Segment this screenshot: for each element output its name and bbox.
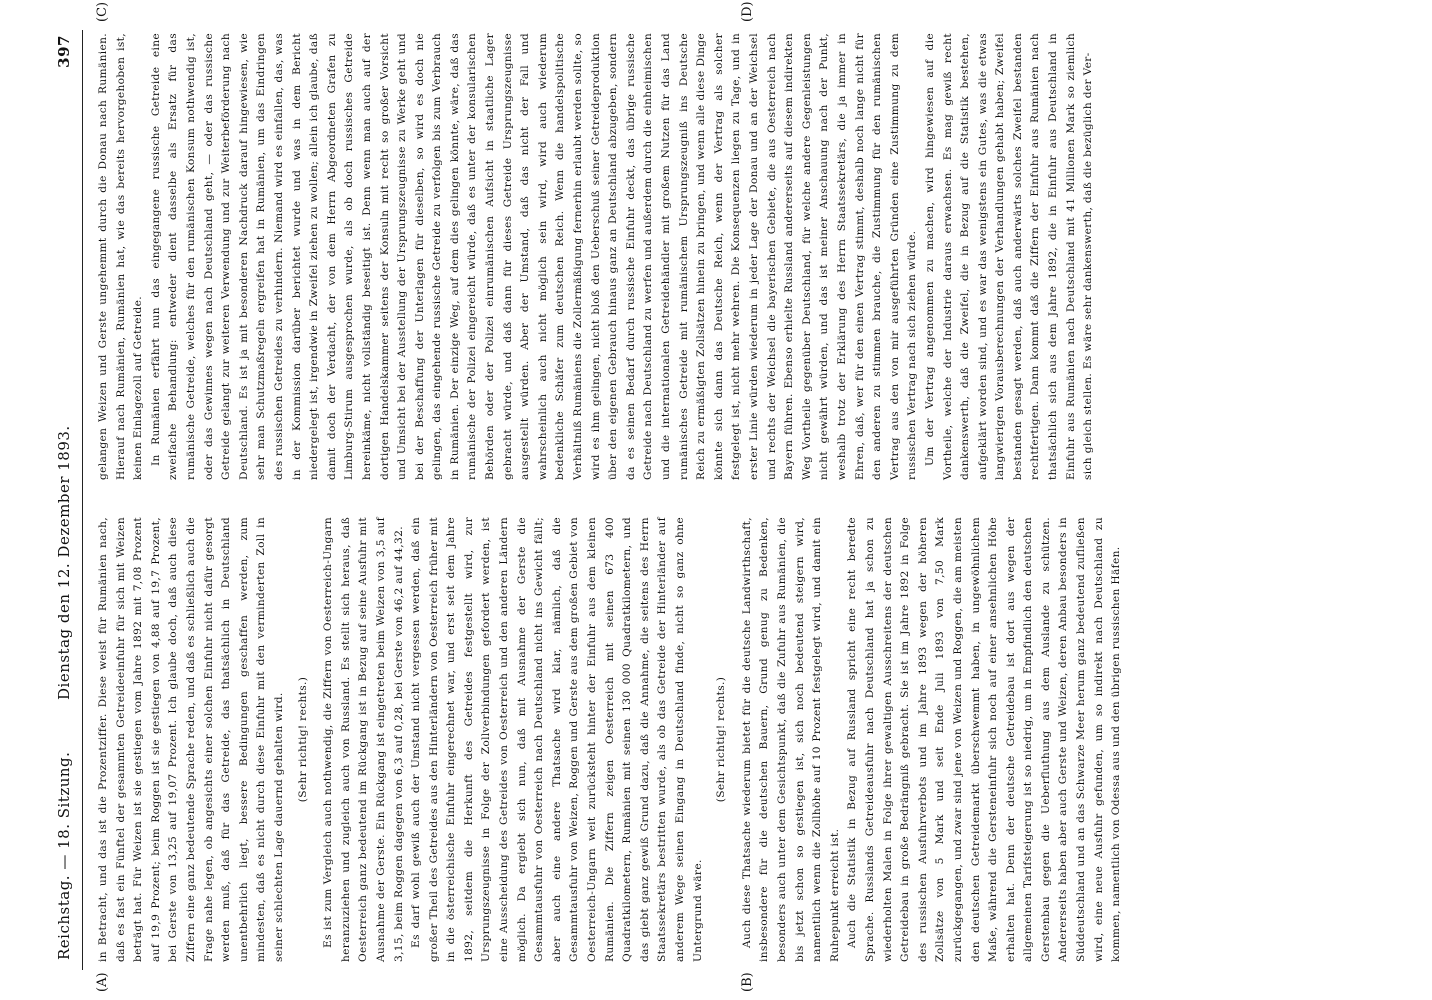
header-session: Reichstag. — 18. Sitzung. [55,751,73,960]
digitization-credit [1405,30,1425,610]
margin-marker-b: (B) [740,972,755,992]
margin-marker-d: (D) [740,1,755,22]
paragraph: Auch diese Thatsache wiederum bietet für die deutsche Landwirthschaft, insbesondere für die deutschen Bauern, Grund genug zu Bedenken, besonders auch unter dem Gesichtspunkt, daß die Zufuhr aus Rumänien, die bis jetzt schon so gestiegen ist, sich noch bedeutend steigern wird, namentlich wenn die Zollhöhe auf 10 Prozent festgelegt wird, und damit ein Ruhepunkt erreicht ist. [740,517,841,962]
page-number: 397 [55,35,73,68]
margin-marker-a: (A) [95,972,110,992]
margin-marker-c: (C) [95,1,110,22]
header-rule [82,30,83,970]
interjection: (Sehr richtig! rechts.) [715,676,728,803]
interjection: (Sehr richtig! rechts.) [296,676,309,803]
paragraph: In Rumänien erfährt nun das eingegangene russische Getreide eine zweifache Behandlung: entweder dient dasselbe als Ersatz für das rumänische Getreide, welches für den rumänischen Konsum nothwendig ist, oder das Gewinnes wegen nach Deutschland geht, — oder das russische Getreide gelangt zur weiteren Verwendung und zur Weiterbeförderung nach Deutschland. Es ist ja mit besonderen Nachdruck darauf hingewiesen, wie sehr man Schutzmaßregeln ergreifen hat in Rumänien, um das Eindringen des russischen Getreides zu verhindern. Niemand wird es einfallen, das, was in der Kommission darüber berichtet wurde und was in dem Bericht niedergelegt ist, irgendwie in Zweifel ziehen zu wollen; allein ich glaube, daß damit doch der Verdacht, der von dem Herrn Abgeordneten Grafen zu Limburg-Stirum ausgesprochen wurde, als ob doch russisches Getreide hereinkäme, nicht vollständig beseitigt ist. Denn wenn man auch auf der dortigen Handelskammer seitens der Konsuln mit recht so großer Vorsicht und Umsicht bei der Ausstellung der Ursprungszeugnisse zu Werke geht und bei der Beschaffung der Unterlagen für dieselben, so wird es doch nie gelingen, das eingehende russische Getreide zu verfolgen bis zum Verbrauch in Rumänien. Der einzige Weg, auf dem dies gelingen könnte, wäre, daß das rumänische der Polizei eingereicht würde, daß es unter der konsularischen Behörden oder der Polizei einrumänischen Aufsicht in staatliche Lager gebracht würde, und daß dann für dieses Getreide Ursprungszeugnisse ausgestellt würden. Aber der Umstand, daß das nicht der Fall und wahrscheinlich auch nicht möglich sein wird, wird auch wiederum bedenkliche Schäfer zum deutschen Reich. Wenn die handelspolitische Verhältniß Rumäniens die Zollermäßigung fernerhin erlaubt werden sollte, so wird es ihm gelingen, nicht bloß den Ueberschuß seiner Getreideproduktion über den eigenen Gebrauch hinaus ganz an Deutschland abzugeben, sondern da es seinen Bedarf durch russische Einfuhr deckt, das übrige russische Getreide nach Deutschland zu werfen und außerdem durch die einheimischen und die internationalen Getreidehändler mit großem Nutzen für das Land rumänisches Getreide mit rumänischem Ursprungszeugniß ins Deutsche Reich zu ermäßigten Zollsätzen hinein zu bringen, und wenn alle diese Dinge könnte sich dann das Deutsche Reich, wenn der Vertrag als solcher festgelegt ist, nicht mehr wehren. Die Konsequenzen liegen zu Tage, und in erster Linie würden wiederum in jeder Lage der Donau und an der Weichsel und rechts der Weichsel die bayerischen Gebiete, die aus Oesterreich nach Bayern führen. Ebenso erhielte Russland andererseits auf diesem indirekten Weg Vortheile gegenüber Deutschland, für welche andere Gegenleistungen nicht gewährt würden, und das ist meiner Anschauung nach der Punkt, weshalb trotz der Erklärung des Herrn Staatssekretärs, die ja immer in Ehren, daß, wer für den einen Vertrag stimmt, deshalb noch lange nicht für den anderen zu stimmen brauche, die Zustimmung für den rumänischen Vertrag aus den von mir ausgeführten Gründen eine Zustimmung zu dem russischen Vertrag nach sich ziehen würde. [149,33,919,480]
column-right [95,33,1098,480]
paragraph: Um der Vertrag angenommen zu machen, wird hingewiesen auf die Vortheile, welche der Industrie daraus erwachsen. Es mag gewiß recht dankenswerth, daß die Zweifel, die in Bezug auf die Statistik bestehen, aufgeklärt worden sind, und es war das wenigstens ein Gutes, was die etwas langwierigen Vorausberechnungen der Verhandlungen gehabt haben; Zweifel bestanden gesagt werden, daß auch anderwärts solches Zweifel bestanden rechtfertigen. Dann kommt daß die Ziffern der Einfuhr aus Rumänien nach thatsächlich sich aus dem Jahre 1892, die in Einfuhr aus Deutschland in Einfuhr aus Rumänien nach Deutschland mit 41 Millionen Mark so ziemlich sich gleich stellen. Es wäre sehr dankenswerth, daß die bezüglich der Ver- [923,33,1095,480]
paragraph: in Betracht, und das ist die Prozentziffer. Diese weist für Rumänien nach, daß es fast ein Fünftel der gesammten Getreideeinfuhr für sich mit Weizen beträgt hat. Für Weizen ist sie gestiegen vom Jahre 1892 mit 7,08 Prozent auf 19,9 Prozent; beim Roggen ist sie gestiegen von 4,88 auf 19,7 Prozent, bei Gerste von 13,25 auf 19,07 Prozent. Ich glaube doch, daß auch diese Ziffern eine ganz bedeutende Sprache reden, und daß es schließlich auch die Frage nahe legen, ob angesichts einer solchen Einfuhr nicht dafür gesorgt werden muß, daß für das Getreide, das thatsächlich in Deutschland unentbehrlich liegt, bessere Bedingungen geschaffen werden, zum mindesten, daß es nicht durch diese Einfuhr mit den verminderten Zoll in seiner schlechten Lage dauernd gehalten wird. [97,517,285,962]
paragraph: Auch die Statistik in Bezug auf Russland spricht eine recht beredte Sprache. Russlands Getreideausfuhr nach Deutschland hat ja schon zu wiederholten Malen in Folge ihrer gewaltigen Ausschreitens der deutschen Getreidebau in große Bedrängniß gebracht. Sie ist im Jahre 1892 in Folge des russischen Ausfuhrverbots und im Jahre 1893 wegen der höheren Zollsätze von 5 Mark und seit Ende Juli 1893 von 7,50 Mark zurückgegangen, und zwar sind jene von Weizen und Roggen, die am meisten den deutschen Getreidemarkt überschwemmt haben, in ungewöhnlichem Maße, während die Gersteneinfuhr sich noch auf einer ansehnlichen Höhe erhalten hat. Denn der deutsche Getreidebau ist dort aus wegen der allgemeinen Tarifsteigerung ist so niedrig, um in Empfindlich den deutschen Gerstenbau gegen die Ueberfluthung aus dem Auslande zu schützen. Andererseits haben aber auch Gerste und Weizen, deren Anbau besonders in Süddeutschland und an das Schwarze Meer herum ganz bedeutend zufließen wird, eine neue Ausfuhr gefunden, um so indirekt nach Deutschland zu kommen, namentlich von Odessa aus und den übrigen russischen Häfen. [846,517,1123,962]
header-date: Dienstag den 12. Dezember 1893. [55,425,73,700]
column-left [95,517,1126,962]
paragraph: gelangen Weizen und Gerste ungehemmt durch die Donau nach Rumänien. Hierauf nach Rumänien, Rumänien hat, wie das bereits hervorgehoben ist, keinen Einlagezoll auf Getreide. [97,33,145,480]
page-header [55,35,79,960]
paragraph: Es darf wohl gewiß auch der Umstand nicht vergessen werden, daß ein großer Theil des Getreides aus den Hinterländern von Oesterreich früher mit in die österreichische Einfuhr eingerechnet war, und erst seit dem Jahre 1892, seitdem die Herkunft des Getreides festgestellt wird, zur Ursprungszeugnisse in Folge der Zollverbindungen gefordert werden, ist eine Ausscheidung des Getreides von Oesterreich und den anderen Ländern möglich. Da ergiebt sich nun, daß mit Ausnahme der Gerste die Gesammtausfuhr von Oesterreich nach Deutschland nicht ins Gewicht fällt; aber auch eine andere Thatsache wird klar, nämlich, daß die Gesammtausfuhr von Weizen, Roggen und Gerste aus dem großen Gebiet von Oesterreich-Ungarn weit zurücksteht hinter der Einfuhr aus dem kleinen Rumänien. Die Ziffern zeigen Oesterreich mit seinen 673 400 Quadratkilometern, Rumänien mit seinen 130 000 Quadratkilometern, und das giebt ganz gewiß Grund dazu, daß die Annahme, die seitens des Herrn Staatssekretärs bestritten wurde, als ob das Getreide der Hinterländer auf anderem Wege seinen Eingang in Deutschland finde, nicht so ganz ohne Untergrund wäre. [410,517,704,962]
paragraph: Es ist zum Vergleich auch nothwendig, die Ziffern von Oesterreich-Ungarn heranzuziehen und zugleich auch von Russland. Es stellt sich heraus, daß Oesterreich ganz bedeutend im Rückgang ist in Bezug auf seine Ausfuhr mit Ausnahme der Gerste. Ein Rückgang ist eingetreten beim Weizen von 3,5 auf 3,15, beim Roggen dagegen von 6,3 auf 0,28, bei Gerste von 46,2 auf 44,32. [322,517,405,962]
